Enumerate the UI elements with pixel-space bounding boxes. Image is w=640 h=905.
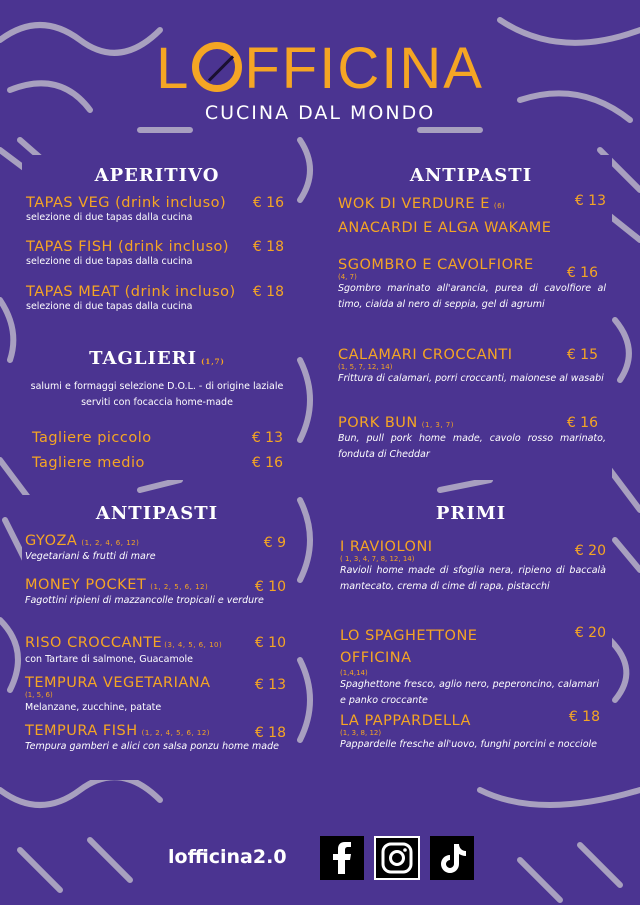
logo-o-icon <box>192 42 242 92</box>
menu-item <box>26 195 288 225</box>
menu-item <box>25 723 290 755</box>
item-name-text: TEMPURA FISH <box>25 723 138 739</box>
item-name <box>338 193 606 239</box>
allergens: (1, 2, 4, 6, 12) <box>81 539 140 547</box>
menu-item <box>26 284 288 314</box>
item-name <box>25 723 290 739</box>
brand-title-post: FFICINA <box>244 36 484 101</box>
taglieri-section <box>22 340 292 480</box>
item-price: € 18 <box>568 709 600 725</box>
item-desc: Sgombro marinato all'arancia, purea di cavolfiore al timo, cialda al nero di seppia, gel di agrumi <box>338 283 606 310</box>
item-name <box>338 415 606 431</box>
item-desc: con Tartare di salmone, Guacamole <box>25 654 194 665</box>
allergens: ( 1, 3, 4, 7, 8, 12, 14) <box>340 555 415 563</box>
menu-item <box>25 577 290 609</box>
item-name-text: MONEY POCKET <box>25 577 147 593</box>
item-price: € 16 <box>251 455 283 471</box>
item-price: € 10 <box>254 579 286 595</box>
item-name-line: WOK DI VERDURE E <box>338 196 490 212</box>
item-name: TAPAS MEAT (drink incluso) <box>26 284 236 300</box>
item-name: LA PAPPARDELLA <box>340 713 471 729</box>
item-desc: selezione di due tapas dalla cucina <box>26 301 193 312</box>
item-name-text: GYOZA <box>25 533 78 549</box>
item-desc: Bun, pull pork home made, cavolo rosso marinato, fonduta di Cheddar <box>338 433 606 460</box>
allergens: (1, 2, 4, 5, 6, 12) <box>141 729 211 737</box>
allergens: (1, 3, 7) <box>421 421 454 429</box>
menu-item <box>25 675 290 715</box>
allergens: (1, 3, 8, 12) <box>340 729 382 737</box>
item-price: € 16 <box>566 265 598 281</box>
allergens: (6) <box>493 202 506 210</box>
allergens: (4, 7) <box>338 273 357 281</box>
menu-item <box>340 709 606 753</box>
item-price: € 18 <box>254 725 286 741</box>
item-price: € 15 <box>566 347 598 363</box>
menu-item <box>338 347 606 387</box>
item-name <box>25 533 290 549</box>
menu-item <box>338 415 606 463</box>
section-title: ANTIPASTI <box>409 165 533 186</box>
allergens: (1, 5, 6) <box>25 691 53 699</box>
menu-item <box>338 193 606 239</box>
item-name-line: OFFICINA <box>340 650 412 666</box>
item-desc: Melanzane, zucchine, patate <box>25 702 162 713</box>
allergens: (1,7) <box>201 357 225 366</box>
menu-item <box>338 257 606 313</box>
section-title: APERITIVO <box>94 165 220 186</box>
item-desc: Tempura gamberi e alici con salsa ponzu home made <box>25 741 279 752</box>
item-name: Tagliere medio <box>32 455 145 471</box>
section-title: ANTIPASTI <box>95 503 219 524</box>
item-price: € 18 <box>252 239 284 255</box>
item-price: € 18 <box>252 284 284 300</box>
menu-item <box>32 455 287 471</box>
brand-title-pre: L <box>156 36 191 101</box>
item-desc: Fagottini ripieni di mazzancolle tropicali e verdure <box>25 595 264 606</box>
item-desc: Frittura di calamari, porri croccanti, maionese al wasabi <box>338 373 604 384</box>
allergens: (1,4,14) <box>340 669 368 677</box>
item-price: € 9 <box>263 535 286 551</box>
item-desc: Ravioli home made di sfoglia nera, ripieno di baccalà mantecato, crema di cime di rapa, pistacchi <box>340 565 606 592</box>
allergens: (1, 2, 5, 6, 12) <box>150 583 209 591</box>
tiktok-icon[interactable] <box>430 836 474 880</box>
allergens: (1, 5, 7, 12, 14) <box>338 363 393 371</box>
primi-section <box>330 495 612 780</box>
brand-logo <box>0 38 640 124</box>
brand-title <box>156 38 484 100</box>
item-name: CALAMARI CROCCANTI <box>338 347 513 363</box>
item-desc: selezione di due tapas dalla cucina <box>26 256 193 267</box>
item-desc: selezione di due tapas dalla cucina <box>26 212 193 223</box>
antipasti-left-section <box>22 495 292 780</box>
brand-subtitle: CUCINA DAL MONDO <box>204 102 436 124</box>
item-name <box>340 625 606 669</box>
item-desc: Vegetariani & frutti di mare <box>25 551 156 562</box>
menu-item <box>340 539 606 595</box>
instagram-icon[interactable] <box>374 836 420 880</box>
taglieri-desc: salumi e formaggi selezione D.O.L. - di origine laziale serviti con focaccia home-made <box>30 381 284 408</box>
item-name-line: LO SPAGHETTONE <box>340 628 478 644</box>
menu-item <box>340 625 606 709</box>
item-price: € 13 <box>574 193 606 209</box>
menu-item <box>32 430 287 446</box>
antipasti-right-section <box>330 155 612 480</box>
allergens: (3, 4, 5, 6, 10) <box>164 641 223 649</box>
social-footer <box>0 832 640 882</box>
item-price: € 16 <box>566 415 598 431</box>
social-handle: lofficina2.0 <box>168 846 287 868</box>
item-name: I RAVIOLONI <box>340 539 433 555</box>
facebook-icon[interactable] <box>320 836 364 880</box>
item-name: TAPAS FISH (drink incluso) <box>26 239 230 255</box>
item-desc: Pappardelle fresche all'uovo, funghi porcini e nocciole <box>340 739 597 750</box>
item-price: € 20 <box>574 625 606 641</box>
menu-item <box>26 239 288 269</box>
item-price: € 20 <box>574 543 606 559</box>
item-price: € 16 <box>252 195 284 211</box>
item-price: € 10 <box>254 635 286 651</box>
item-name: TEMPURA VEGETARIANA <box>25 675 211 691</box>
aperitivo-section <box>22 155 292 330</box>
item-desc: Spaghettone fresco, aglio nero, peperoncino, calamari e panko croccante <box>340 679 599 706</box>
item-name-line: ANACARDI E ALGA WAKAME <box>338 220 552 236</box>
item-name-text: PORK BUN <box>338 415 418 431</box>
menu-item <box>25 533 290 565</box>
item-price: € 13 <box>251 430 283 446</box>
item-name <box>25 577 290 593</box>
section-title <box>22 348 292 369</box>
item-name: SGOMBRO E CAVOLFIORE <box>338 257 534 273</box>
item-name <box>25 635 290 651</box>
section-title-text: TAGLIERI <box>89 348 198 369</box>
item-name: TAPAS VEG (drink incluso) <box>26 195 227 211</box>
item-name-text: RISO CROCCANTE <box>25 635 163 651</box>
item-name: Tagliere piccolo <box>32 430 152 446</box>
section-title: PRIMI <box>435 503 507 524</box>
menu-item <box>25 635 290 667</box>
item-price: € 13 <box>254 677 286 693</box>
